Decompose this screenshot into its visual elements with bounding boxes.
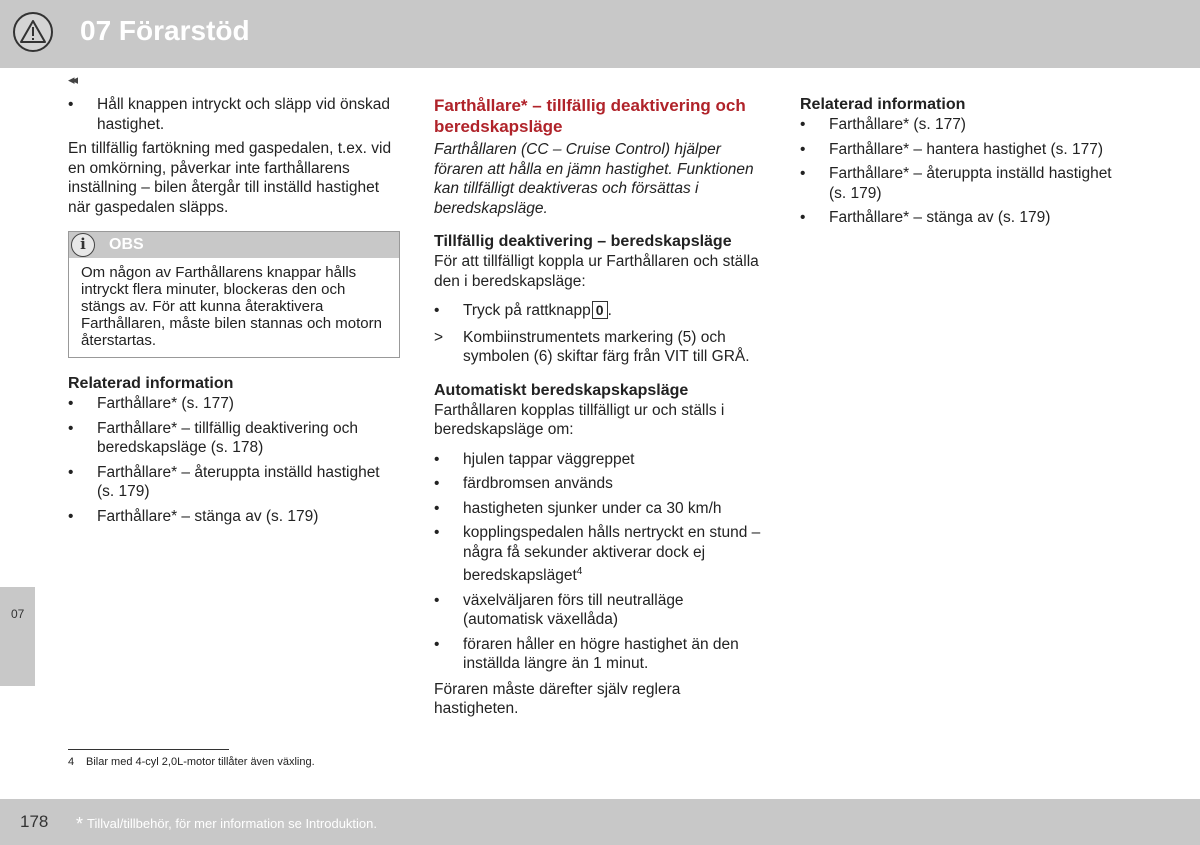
step-item bbox=[434, 301, 766, 321]
bullet-icon: • bbox=[800, 165, 806, 182]
info-icon: i bbox=[71, 233, 95, 257]
result-marker: > bbox=[434, 328, 444, 346]
instruction-list bbox=[68, 95, 400, 134]
related-link-text: Farthållare* – stänga av (s. 179) bbox=[829, 209, 1051, 226]
bullet-icon: • bbox=[434, 450, 440, 468]
related-link[interactable] bbox=[800, 164, 1132, 203]
list-item bbox=[434, 591, 766, 630]
bullet-icon: • bbox=[800, 140, 806, 158]
bullet-icon: • bbox=[434, 524, 440, 541]
subsection-heading: Tillfällig deaktivering – beredskapsläge bbox=[434, 233, 732, 250]
footer-note bbox=[76, 814, 377, 835]
related-link[interactable] bbox=[68, 394, 400, 414]
list-item-text: kopplingspedalen hålls nertryckt en stund – några få sekunder aktiverar dock ej beredskapsläget bbox=[463, 524, 761, 585]
bullet-icon: • bbox=[68, 463, 74, 481]
page-number-box bbox=[0, 799, 68, 845]
bullet-icon: • bbox=[434, 635, 440, 653]
footnote-number: 4 bbox=[68, 756, 75, 768]
bullet-icon: • bbox=[434, 499, 440, 517]
footnote bbox=[68, 756, 315, 768]
obs-note-box bbox=[68, 231, 400, 358]
related-link[interactable] bbox=[68, 507, 400, 527]
page-number: 178 bbox=[20, 812, 49, 831]
subsection-heading: Automatiskt beredskapskapsläge bbox=[434, 381, 689, 399]
related-link-text: Farthållare* – stänga av (s. 179) bbox=[97, 507, 319, 525]
page-title: 07 Förarstöd bbox=[80, 15, 250, 46]
list-item-text: växelväljaren förs till neutralläge (automatisk växellåda) bbox=[463, 591, 684, 629]
section-title: Farthållare* – tillfällig deaktivering och beredskapsläge bbox=[434, 96, 746, 136]
obs-header bbox=[69, 232, 399, 258]
related-link[interactable] bbox=[800, 208, 1132, 228]
related-list bbox=[68, 394, 400, 526]
bullet-icon: • bbox=[800, 116, 806, 133]
bullet-icon: • bbox=[800, 209, 806, 226]
step-list bbox=[434, 301, 766, 367]
related-link-text: Farthållare* – tillfällig deaktivering och beredskapsläge (s. 178) bbox=[97, 419, 359, 456]
list-item bbox=[434, 635, 766, 674]
list-item bbox=[434, 450, 766, 470]
list-item-text: hjulen tappar väggreppet bbox=[463, 450, 635, 468]
result-text: Kombiinstrumentets markering (5) och symbolen (6) skiftar färg från VIT till GRÅ. bbox=[463, 328, 750, 365]
related-link[interactable] bbox=[800, 140, 1132, 160]
list-item-text: föraren håller en högre hastighet än den inställda längre än 1 minut. bbox=[463, 635, 739, 673]
list-item bbox=[434, 523, 766, 586]
condition-list bbox=[434, 450, 766, 674]
bullet-icon: • bbox=[434, 475, 440, 492]
list-item-text: färdbromsen används bbox=[463, 475, 613, 492]
footnote-divider bbox=[68, 749, 229, 750]
paragraph: En tillfällig fartökning med gaspedalen, t.ex. vid en omkörning, påverkar inte farthållarens inställning – bilen återgår till inställd hastighet när gaspedalen släpps. bbox=[68, 140, 392, 216]
related-link[interactable] bbox=[800, 115, 1132, 135]
result-item bbox=[434, 328, 766, 367]
obs-label: OBS bbox=[109, 236, 144, 253]
bullet-icon: • bbox=[68, 507, 74, 525]
column-3 bbox=[800, 95, 1132, 233]
chapter-side-tab[interactable] bbox=[0, 587, 35, 686]
paragraph: Farthållaren kopplas tillfälligt ur och ställs i beredskapsläge om: bbox=[434, 401, 725, 438]
bullet-icon: • bbox=[434, 591, 440, 609]
column-1 bbox=[68, 95, 400, 531]
related-heading: Relaterad information bbox=[68, 375, 234, 392]
bullet-icon: • bbox=[434, 302, 440, 319]
page-footer bbox=[0, 799, 1200, 845]
list-item bbox=[434, 474, 766, 494]
bullet-icon: • bbox=[68, 395, 74, 412]
intro-text: Farthållaren (CC – Cruise Control) hjälper föraren att hålla en jämn hastighet. Funktionen kan tillfälligt deaktiveras och försättas i beredskapsläge. bbox=[434, 141, 754, 217]
paragraph: För att tillfälligt koppla ur Farthållaren och ställa den i beredskapsläge: bbox=[434, 253, 759, 290]
related-list bbox=[800, 115, 1132, 228]
header-icon-box bbox=[0, 0, 68, 68]
back-arrows-icon[interactable]: ◂◂ bbox=[68, 72, 76, 87]
list-item-text: Håll knappen intryckt och släpp vid önskad hastighet. bbox=[97, 96, 390, 133]
list-item bbox=[68, 95, 400, 134]
related-link-text: Farthållare* – återuppta inställd hastighet (s. 179) bbox=[829, 165, 1112, 202]
chapter-tab-label: 07 bbox=[11, 607, 25, 621]
related-link-text: Farthållare* (s. 177) bbox=[97, 395, 234, 412]
footnote-text: Bilar med 4-cyl 2,0L-motor tillåter även växling. bbox=[86, 756, 315, 768]
column-2 bbox=[434, 95, 766, 727]
related-heading: Relaterad information bbox=[800, 96, 966, 113]
asterisk-icon: * bbox=[76, 814, 84, 834]
list-item-text: hastigheten sjunker under ca 30 km/h bbox=[463, 499, 722, 517]
related-link-text: Farthållare* – hantera hastighet (s. 177) bbox=[829, 140, 1103, 158]
obs-text: Om någon av Farthållarens knappar hålls intryckt flera minuter, blockeras den och stängs av. För att kunna återaktivera Farthållaren, måste bilen stannas och motorn återstartas. bbox=[81, 264, 382, 349]
steering-wheel-button-icon: 0 bbox=[592, 301, 608, 319]
related-link-text: Farthållare* (s. 177) bbox=[829, 116, 966, 133]
paragraph: Föraren måste därefter själv reglera hastigheten. bbox=[434, 680, 681, 718]
page-header bbox=[0, 0, 1200, 68]
related-link[interactable] bbox=[68, 419, 400, 458]
step-text-end: . bbox=[607, 302, 612, 319]
footer-note-text: Tillval/tillbehör, för mer information se Introduktion. bbox=[87, 816, 377, 831]
bullet-icon: • bbox=[68, 419, 74, 437]
bullet-icon: • bbox=[68, 96, 74, 113]
warning-triangle-icon bbox=[13, 12, 53, 52]
footnote-ref[interactable]: 4 bbox=[576, 566, 583, 577]
related-link-text: Farthållare* – återuppta inställd hastighet (s. 179) bbox=[97, 463, 380, 500]
related-link[interactable] bbox=[68, 463, 400, 502]
step-text: Tryck på rattknapp bbox=[463, 302, 591, 319]
list-item bbox=[434, 499, 766, 519]
